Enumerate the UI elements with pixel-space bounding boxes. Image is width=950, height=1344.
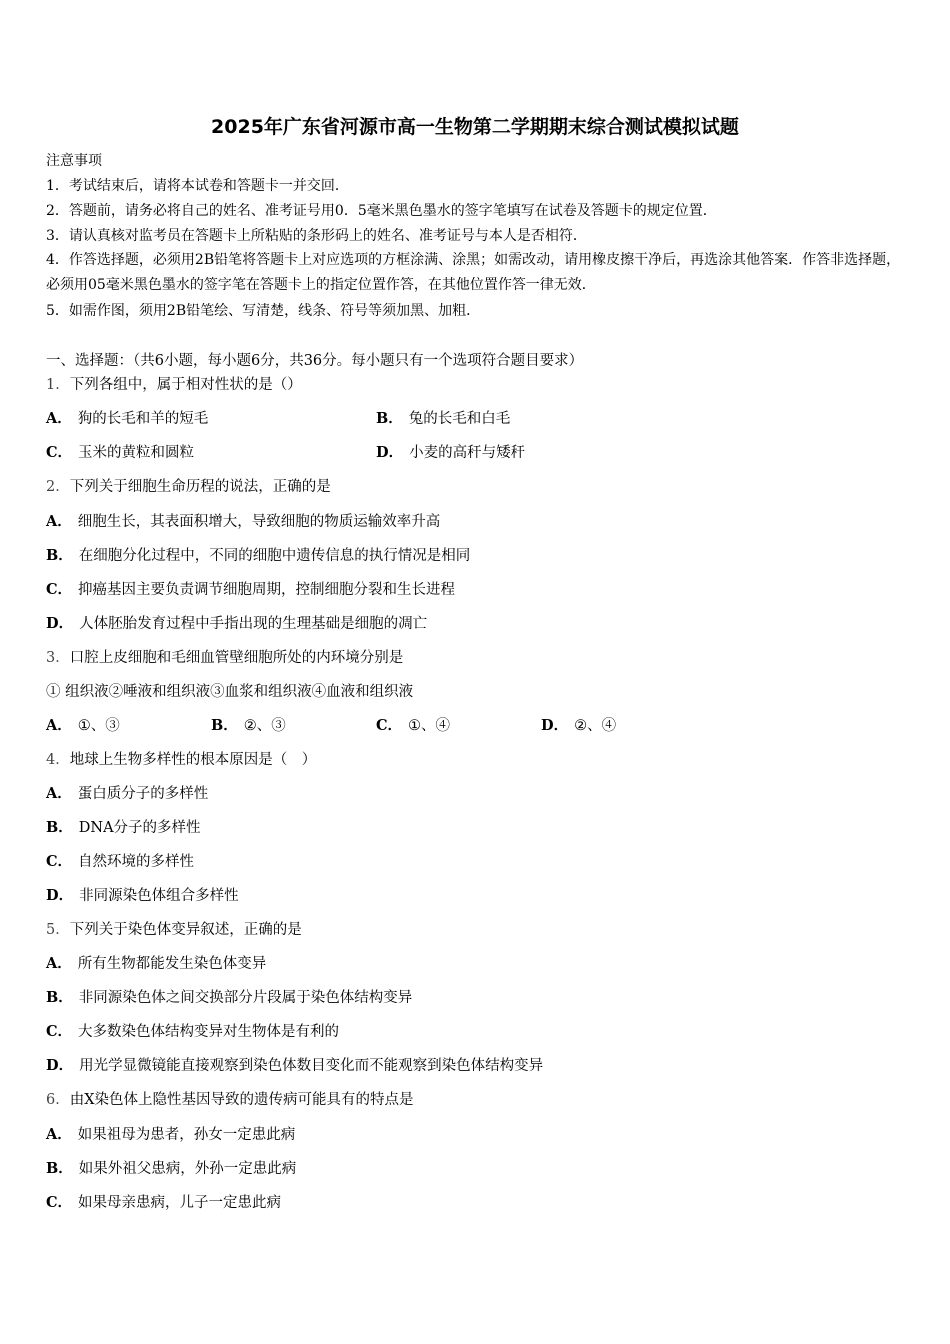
option-text: ②、③ — [243, 718, 286, 734]
option-text: 狗的长毛和羊的短毛 — [77, 411, 209, 427]
option-d — [46, 615, 427, 633]
option-text: 抑癌基因主要负责调节细胞周期，控制细胞分裂和生长进程 — [78, 582, 456, 598]
option-text: 所有生物都能发生染色体变异 — [77, 956, 267, 972]
option-text: 小麦的高秆与矮秆 — [409, 445, 526, 461]
question-4 — [46, 751, 316, 769]
question-extra: ① 组织液②唾液和组织液③血浆和组织液④血液和组织液 — [46, 684, 414, 700]
option-label: D． — [46, 887, 74, 904]
option-text: 非同源染色体组合多样性 — [79, 888, 239, 904]
option-b — [376, 410, 510, 428]
option-b — [46, 547, 470, 565]
option-label: B． — [46, 989, 73, 1006]
option-label: B． — [46, 547, 73, 564]
question-number: 4． — [46, 752, 70, 768]
option-text: 大多数染色体结构变异对生物体是有利的 — [78, 1024, 340, 1040]
question-3 — [46, 649, 403, 667]
notice-item: 1．考试结束后，请将本试卷和答题卡一并交回． — [46, 178, 349, 194]
option-label: C． — [46, 1023, 73, 1040]
option-label: A． — [46, 1126, 72, 1143]
options-row — [46, 717, 906, 735]
question-2 — [46, 478, 331, 496]
option-c — [46, 581, 455, 599]
question-number: 1． — [46, 377, 70, 393]
option-label: C． — [46, 853, 73, 870]
option-c — [46, 853, 194, 871]
option-text: ①、④ — [408, 718, 451, 734]
option-label: A． — [46, 410, 72, 427]
option-text: ②、④ — [574, 718, 617, 734]
option-label: C． — [46, 444, 73, 461]
option-text: 用光学显微镜能直接观察到染色体数目变化而不能观察到染色体结构变异 — [79, 1058, 544, 1074]
notice-item: 5．如需作图，须用2B铅笔绘、写清楚，线条、符号等须加黑、加粗． — [46, 303, 481, 319]
option-text: 在细胞分化过程中，不同的细胞中遗传信息的执行情况是相同 — [78, 548, 471, 564]
option-a — [46, 411, 208, 427]
option-label: C． — [46, 581, 73, 598]
option-text: 如果外祖父患病，外孙一定患此病 — [78, 1161, 297, 1177]
option-label: D． — [46, 615, 74, 632]
option-a — [46, 955, 266, 973]
option-d — [541, 717, 616, 735]
question-number: 3． — [46, 650, 70, 666]
option-text: 细胞生长，其表面积增大，导致细胞的物质运输效率升高 — [77, 514, 441, 530]
option-label: C． — [46, 1194, 73, 1211]
question-6 — [46, 1091, 414, 1109]
option-a — [46, 513, 440, 531]
option-a — [46, 718, 120, 734]
option-c — [46, 1194, 281, 1212]
option-text: 兔的长毛和白毛 — [408, 411, 511, 427]
option-label: A． — [46, 513, 72, 530]
notice-item: 2．答题前，请务必将自己的姓名、准考证号用0．5毫米黑色墨水的签字笔填写在试卷及答题卡的规定位置． — [46, 203, 717, 219]
option-label: D． — [376, 444, 404, 461]
option-text: 自然环境的多样性 — [78, 854, 195, 870]
question-number: 2． — [46, 479, 70, 495]
option-label: B． — [376, 410, 403, 427]
option-label: A． — [46, 955, 72, 972]
notice-item: 4．作答选择题，必须用2B铅笔将答题卡上对应选项的方框涂满、涂黑；如需改动，请用橡皮擦干净后，再选涂其他答案．作答非选择题，必须用05毫米黑色墨水的签字笔在答题卡上的指定位置作答，在其他位置作答一律无效． — [46, 252, 901, 293]
question-stem: 由X染色体上隐性基因导致的遗传病可能具有的特点是 — [69, 1092, 414, 1108]
option-d — [46, 887, 239, 905]
option-label: D． — [46, 1057, 74, 1074]
question-stem: 下列关于细胞生命历程的说法，正确的是 — [69, 479, 331, 495]
option-label: C． — [376, 717, 403, 734]
option-text: 玉米的黄粒和圆粒 — [78, 445, 195, 461]
option-text: DNA分子的多样性 — [78, 820, 201, 836]
question-stem: 下列各组中，属于相对性状的是（） — [69, 377, 302, 393]
option-a — [46, 1126, 295, 1144]
option-text: 蛋白质分子的多样性 — [77, 786, 209, 802]
option-text: 非同源染色体之间交换部分片段属于染色体结构变异 — [78, 990, 413, 1006]
option-d — [46, 1057, 543, 1075]
question-5 — [46, 921, 302, 939]
question-number: 6． — [46, 1092, 70, 1108]
option-label: A． — [46, 717, 72, 734]
notice-item: 3．请认真核对监考员在答题卡上所粘贴的条形码上的姓名、准考证号与本人是否相符． — [46, 228, 587, 244]
option-label: A． — [46, 785, 72, 802]
option-b — [46, 989, 412, 1007]
option-text: ①、③ — [77, 718, 120, 734]
section-heading: 一、选择题：（共6小题，每小题6分，共36分。每小题只有一个选项符合题目要求） — [46, 353, 584, 369]
options-row — [46, 410, 906, 428]
question-stem: 口腔上皮细胞和毛细血管壁细胞所处的内环境分别是 — [69, 650, 404, 666]
question-number: 5． — [46, 922, 70, 938]
option-a — [46, 785, 208, 803]
option-label: B． — [46, 1160, 73, 1177]
option-b — [211, 717, 286, 735]
question-1 — [46, 376, 302, 394]
option-c — [46, 445, 194, 461]
option-text: 如果祖母为患者，孙女一定患此病 — [77, 1127, 296, 1143]
notice-heading: 注意事项 — [46, 153, 102, 169]
page-title: 2025年广东省河源市高一生物第二学期期末综合测试模拟试题 — [211, 116, 739, 138]
option-label: B． — [46, 819, 73, 836]
option-text: 人体胚胎发育过程中手指出现的生理基础是细胞的凋亡 — [79, 616, 428, 632]
question-stem: 地球上生物多样性的根本原因是（ ） — [69, 752, 317, 768]
options-row — [46, 444, 906, 462]
option-d — [376, 444, 525, 462]
option-label: D． — [541, 717, 569, 734]
option-b — [46, 1160, 296, 1178]
question-stem: 下列关于染色体变异叙述，正确的是 — [69, 922, 302, 938]
option-c — [376, 717, 450, 735]
option-text: 如果母亲患病，儿子一定患此病 — [78, 1195, 282, 1211]
option-c — [46, 1023, 339, 1041]
option-b — [46, 819, 201, 837]
option-label: B． — [211, 717, 238, 734]
